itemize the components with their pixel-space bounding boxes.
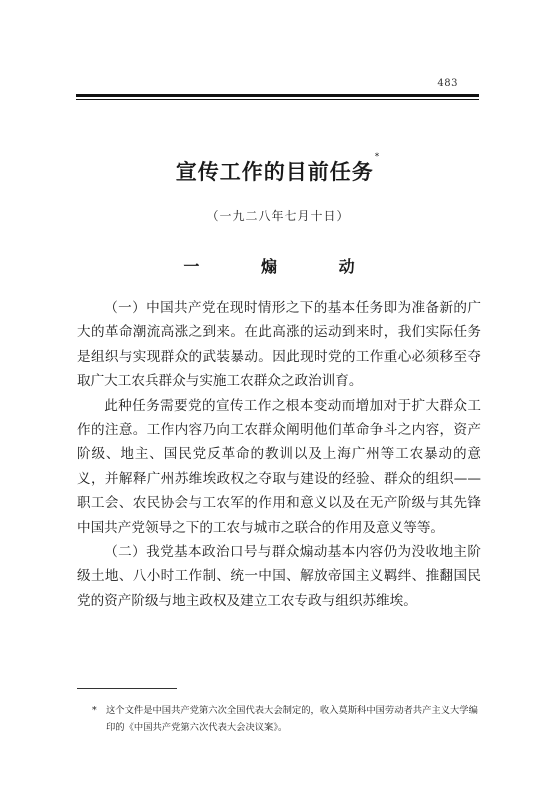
title-footnote-marker: * — [374, 152, 381, 162]
paragraph-3: （二）我党基本政治口号与群众煽动基本内容仍为没收地主阶级土地、八小时工作制、统一中国、解放帝国主义羁绊、推翻国民党的资产阶级与地主政权及建立工农专政与组织苏维埃。 — [77, 544, 481, 609]
paragraph-2: 此种任务需要党的宣传工作之根本变动而增加对于扩大群众工作的注意。工作内容乃向工农群众阐明他们革命争斗之内容，资产阶级、地主、国民党反革命的教训以及上海广州等工农暴动的意义，并解释广州苏维埃政权之夺取与建设的经验、群众的组织——职工会、农民协会与工农军的作用和意义以及在无产阶级与其先锋中国共产党领导之下的工农与城市之联合的作用及意义等等。 — [77, 397, 481, 536]
document-title — [0, 152, 556, 186]
header-rule — [76, 94, 479, 97]
section-heading: 一 煽 动 — [183, 257, 373, 276]
body-text — [77, 296, 481, 613]
footnote-marker: * — [92, 705, 97, 716]
footnote-text: 这个文件是中国共产党第六次全国代表大会制定的，收入莫斯科中国劳动者共产主义大学编印的《中国共产党第六次代表大会决议案》。 — [106, 705, 478, 733]
document-date: （一九二八年七月十日） — [206, 209, 350, 223]
footnote-rule — [77, 688, 177, 689]
footnote — [92, 702, 482, 736]
paragraph-1: （一）中国共产党在现时情形之下的基本任务即为准备新的广大的革命潮流高涨之到来。在此高涨的运动到来时，我们实际任务是组织与实现群众的武装暴动。因此现时党的工作重心必须移至夺取广大工农兵群众与实施工农群众之政治训育。 — [77, 300, 481, 390]
header-rule-thin — [76, 99, 479, 100]
page-number: 483 — [437, 78, 458, 89]
title-text: 宣传工作的目前任务 — [175, 160, 374, 184]
